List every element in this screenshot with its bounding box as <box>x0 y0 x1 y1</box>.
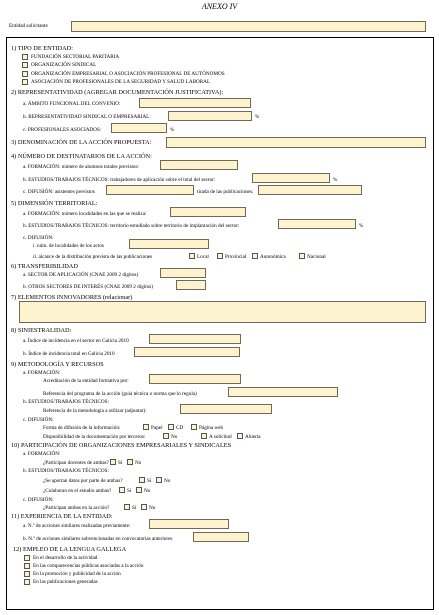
s5-autonomica-checkbox[interactable] <box>252 253 258 259</box>
s10b-label: b. ESTUDIOS/TRABAJOS TÉCNICOS: <box>23 468 109 474</box>
s5cii-label: ii. alcance de la distribución prevista de las publicaciones <box>33 254 153 260</box>
s11a-label: a. N.º de acciones similares realizadas previamente: <box>23 523 131 529</box>
s10c1-si-label: Sí <box>132 505 137 511</box>
s9-web-label: Página web <box>199 425 224 431</box>
s9-title: 9) METODOLOGÍA Y RECURSOS <box>11 361 104 368</box>
s4c-field[interactable] <box>106 185 194 195</box>
s10b1-label: ¿Se aportan datos por parte de ambas? <box>43 478 123 484</box>
s9b-label: b. ESTUDIOS/TRABAJOS TÉCNICOS: <box>23 399 109 405</box>
s11b-label: b. N.º de acciones similares subvencionadas en convocatorias anteriores <box>23 536 173 542</box>
s8a-field[interactable] <box>149 334 241 344</box>
s1-title: 1) TIPO DE ENTIDAD: <box>11 45 73 52</box>
s5ci-field[interactable] <box>129 239 209 249</box>
s8b-label: b. Índice de incidencia total en Galicia 2010 <box>23 351 115 357</box>
s4c2-label: tirada de las publicaciones: <box>197 189 254 195</box>
s9-asolicitud-label: A solicitud <box>209 434 232 440</box>
s6b-field[interactable] <box>176 280 206 290</box>
s8-title: 8) SINIESTRALIDAD: <box>11 327 72 334</box>
s5c-label: c. DIFUSIÓN: <box>23 235 54 241</box>
s9a1-field[interactable] <box>149 374 241 384</box>
s2b-label: b. REPRESENTATIVIDAD SINDICAL O EMPRESARIAL: <box>23 114 151 120</box>
s10b2-label: ¿Colaboran en el estudio ambas? <box>43 488 112 494</box>
s9-cd-label: CD <box>176 425 184 431</box>
s5b-field[interactable] <box>278 219 356 229</box>
s1-opt2-checkbox[interactable] <box>22 62 28 68</box>
s5-local-checkbox[interactable] <box>189 253 195 259</box>
s6-title: 6) TRANSFERIBILIDAD <box>11 263 78 270</box>
s12-opt1-checkbox[interactable] <box>24 555 30 561</box>
s10b2-no-label: No <box>144 488 151 494</box>
s5-provincial-label: Provincial <box>225 254 247 260</box>
s1-opt1-label: FUNDACIÓN SECTORIAL PARITARIA <box>31 54 120 60</box>
s5ci-label: i. núm. de localidades de los actos <box>33 243 104 249</box>
s3-field[interactable] <box>166 137 426 148</box>
s12-opt2-label: En las comparecencias públicas asociadas a la acción <box>33 563 144 569</box>
s10a-label: a. FORMACIÓN: <box>23 451 61 457</box>
s9a-label: a. FORMACIÓN: <box>23 370 61 376</box>
s9-abierta-label: Abierta <box>245 434 261 440</box>
s9-no-checkbox[interactable] <box>163 433 169 439</box>
s1-opt3-label: ORGANIZACIÓN EMPRESARIAL O ASOCIACIÓN PROFESIONAL DE AUTÓNOMOS <box>31 71 225 77</box>
s9-cd-checkbox[interactable] <box>168 424 174 430</box>
s10b2-si-label: Sí <box>127 488 132 494</box>
s9c1-label: Forma de difusión de la información: <box>43 425 121 431</box>
s5-autonomica-label: Autonómica <box>260 254 286 260</box>
s4a-label: a. FORMACIÓN: número de alumnos totales previstos: <box>23 164 139 170</box>
s1-opt4-label: ASOCIACIÓN DE PROFESIONALES DE LA SEGURIDAD Y SALUD LABORAL <box>31 79 211 85</box>
s9-web-checkbox[interactable] <box>191 424 197 430</box>
s4b-label: b. ESTUDIOS/TRABAJOS TÉCNICOS: trabajadores de aplicación sobre el total del sector: <box>23 177 216 183</box>
s2b-field[interactable] <box>168 111 252 121</box>
s5a-field[interactable] <box>170 207 246 217</box>
s10c1-si-checkbox[interactable] <box>124 504 130 510</box>
s11b-field[interactable] <box>193 532 249 542</box>
s9-papel-checkbox[interactable] <box>143 424 149 430</box>
s4b-field[interactable] <box>252 173 330 183</box>
s2a-label: a. ÁMBITO FUNCIONAL DEL CONVENIO: <box>23 101 121 107</box>
s10b1-si-checkbox[interactable] <box>139 477 145 483</box>
s10c1-label: ¿Participan ambas en la acción? <box>43 505 110 511</box>
s12-title: 12) EMPLEO DE LA LENGUA GALLEGA <box>13 546 127 553</box>
s12-opt3-label: En la promoción y publicidad de la acción <box>33 571 121 577</box>
s6a-field[interactable] <box>160 268 206 278</box>
s1-opt4-checkbox[interactable] <box>22 79 28 85</box>
s10c1-no-checkbox[interactable] <box>141 504 147 510</box>
s4c2-field[interactable] <box>258 185 362 195</box>
s10b1-no-checkbox[interactable] <box>156 477 162 483</box>
s5-local-label: Local <box>197 254 209 260</box>
s10b1-no-label: No <box>164 478 171 484</box>
s5b-percent: % <box>359 223 364 229</box>
s6a-label: a. SECTOR DE APLICACIÓN (CNAE 2009 2 dígitos) <box>23 272 139 278</box>
s2c-label: c. PROFESIONALES ASOCIADOS: <box>23 127 102 133</box>
s9c2-label: Disponibilidad de la documentación por terceros: <box>43 434 146 440</box>
s1-opt2-label: ORGANIZACIÓN SINDICAL <box>31 62 97 68</box>
s1-opt1-checkbox[interactable] <box>22 54 28 60</box>
s9c-label: c. DIFUSIÓN: <box>23 417 54 423</box>
s12-opt3-checkbox[interactable] <box>24 571 30 577</box>
s1-opt3-checkbox[interactable] <box>22 71 28 77</box>
s9a1-label: Acreditación de la entidad formativa por: <box>43 378 129 384</box>
s10b2-si-checkbox[interactable] <box>119 487 125 493</box>
s10-title: 10) PARTICIPACIÓN DE ORGANIZACIONES EMPRESARIALES Y SINDICALES <box>11 442 232 449</box>
s10b1-si-label: Sí <box>147 478 152 484</box>
s10a1-label: ¿Participan docentes de ambas? <box>43 460 109 466</box>
s5-title: 5) DIMENSIÓN TERRITORIAL: <box>11 200 98 207</box>
s12-opt2-checkbox[interactable] <box>24 563 30 569</box>
s2c-percent: % <box>170 127 175 133</box>
s5b-label: b. ESTUDIOS/TRABAJOS TÉCNICOS: territorio estudiado sobre territorio de implantación del sector: <box>23 223 240 229</box>
s5-provincial-checkbox[interactable] <box>217 253 223 259</box>
s10a1-no-checkbox[interactable] <box>127 459 133 465</box>
s10a1-si-checkbox[interactable] <box>110 459 116 465</box>
s9a2-label: Referencia del programa de la acción (guía técnica o norma que lo regula) <box>43 391 197 397</box>
s7-field[interactable] <box>19 301 426 323</box>
s9-papel-label: Papel <box>151 425 163 431</box>
s7-title: 7) ELEMENTOS INNOVADORES (relacionar) <box>11 294 133 301</box>
s2a-field[interactable] <box>139 98 251 108</box>
page-title: ANEXO IV <box>201 2 238 11</box>
s9-asolicitud-checkbox[interactable] <box>201 433 207 439</box>
s10b2-no-checkbox[interactable] <box>136 487 142 493</box>
entidad-label: Entidad solicitante <box>9 23 48 29</box>
s5a-label: a. FORMACIÓN: número localidades en las que se realiza: <box>23 211 147 217</box>
s6b-label: b. OTROS SECTORES DE INTERÉS (CNAE 2009 2 dígitos) <box>23 284 154 290</box>
s2c-field[interactable] <box>111 123 167 133</box>
s12-opt1-label: En el desarrollo de la actividad <box>33 555 98 561</box>
s11a-field[interactable] <box>149 519 229 529</box>
s8b-field[interactable] <box>134 347 240 357</box>
s2b-percent: % <box>255 114 260 120</box>
s10a1-si-label: Sí <box>118 460 123 466</box>
s11-title: 11) EXPERIENCIA DE LA ENTIDAD: <box>11 513 113 520</box>
s4a-field[interactable] <box>160 160 238 170</box>
s9-abierta-checkbox[interactable] <box>237 433 243 439</box>
s9a2-field[interactable] <box>228 387 338 397</box>
s10c1-no-label: No <box>149 505 156 511</box>
s5-nacional-label: Nacional <box>307 254 326 260</box>
s10a1-no-label: No <box>135 460 142 466</box>
s9-no-label: No <box>171 434 178 440</box>
s4c-label: c. DIFUSIÓN: asistentes previstos <box>23 189 95 195</box>
s5-nacional-checkbox[interactable] <box>299 253 305 259</box>
s9b1-label: Referencia de la metodología a utilizar (adjuntar): <box>43 408 147 414</box>
s10c-label: c. DIFUSIÓN: <box>23 497 54 503</box>
s2-title: 2) REPRESENTATIVIDAD (AGREGAR DOCUMENTACIÓN JUSTIFICATIVA): <box>11 89 224 96</box>
s8a-label: a. Índice de incidencia en el sector en Galicia 2010 <box>23 338 129 344</box>
s9b1-field[interactable] <box>180 404 272 414</box>
s12-opt4-checkbox[interactable] <box>24 579 30 585</box>
s4-title: 4) NÚMERO DE DESTINATARIOS DE LA ACCIÓN: <box>11 153 152 160</box>
entidad-field[interactable] <box>71 21 426 32</box>
s12-opt4-label: En las publicaciones generadas <box>33 579 98 585</box>
s3-title: 3) DENOMINACIÓN DE LA ACCIÓN PROPUESTA: <box>11 139 152 146</box>
s4b-percent: % <box>333 177 338 183</box>
